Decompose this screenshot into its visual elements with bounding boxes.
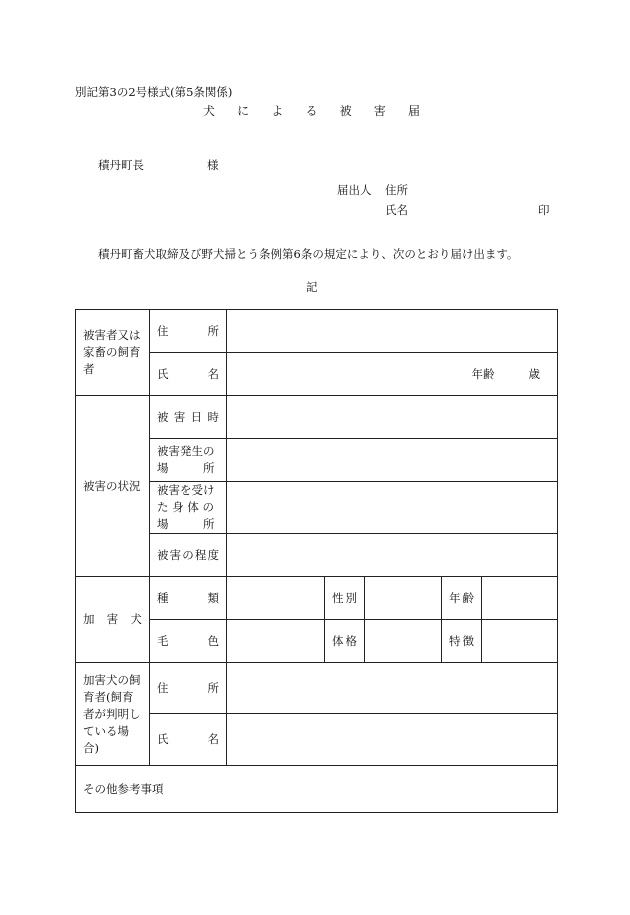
document-title (203, 102, 420, 119)
label-char: 所 (207, 323, 219, 338)
body-text: 積丹町畜犬取締及び野犬掃とう条例第6条の規定により、次のとおり届け出ます。 (98, 247, 519, 261)
damage-degree-field[interactable] (227, 534, 558, 577)
dog-kind-label (150, 577, 227, 620)
dog-kind-field[interactable] (227, 577, 325, 620)
dog-feature-field[interactable] (482, 620, 558, 663)
label-char: 度 (207, 547, 219, 562)
form-reference: 別記第3の2号様式(第5条関係) (75, 85, 233, 99)
dog-age-field[interactable] (482, 577, 558, 620)
dog-coat-field[interactable] (227, 620, 325, 663)
label-char: の (182, 547, 194, 562)
victim-name-label (150, 353, 227, 396)
damage-body-part-text: 被害を受けた 身 体 の場 所 (157, 483, 215, 531)
label-char: 住 (157, 323, 169, 338)
owner-address-label (150, 663, 227, 714)
label-char: 種 (157, 590, 169, 605)
submitter-name-label: 氏名 (385, 203, 408, 217)
owner-group-text: 加害犬の飼育者(飼育者が判明している場合) (83, 672, 141, 755)
damage-location-field[interactable] (227, 439, 558, 482)
victim-address-label (150, 310, 227, 353)
label-char: 日 (190, 409, 203, 424)
label-char: 年 (449, 590, 461, 605)
title-char: る (305, 104, 318, 118)
label-char: 被 (157, 409, 169, 424)
damage-group-text: 被害の状況 (83, 478, 141, 493)
addressee-label: 積丹町長 (98, 158, 144, 172)
label-char: 名 (207, 366, 219, 381)
dog-sex-field[interactable] (365, 577, 442, 620)
title-char: に (237, 104, 250, 118)
title-char: 被 (339, 104, 352, 118)
damage-location-label (150, 439, 227, 482)
dog-build-field[interactable] (365, 620, 442, 663)
victim-group-label (76, 310, 150, 396)
damage-degree-label (150, 534, 227, 577)
label-char: 性 (332, 590, 344, 605)
label-char: 害 (173, 409, 186, 424)
ki-heading: 記 (306, 280, 318, 294)
label-char: 被 (157, 547, 169, 562)
title-char: 届 (407, 104, 420, 118)
label-char: 害 (106, 612, 119, 626)
damage-body-part-field[interactable] (227, 482, 558, 534)
label-char: 色 (207, 633, 219, 648)
other-notes-field[interactable] (76, 766, 558, 813)
label-char: 氏 (157, 732, 169, 746)
submitter-label: 届出人 (337, 183, 372, 197)
title-char: よ (271, 104, 284, 118)
label-char: 体 (332, 633, 344, 648)
label-char: 住 (157, 680, 169, 695)
victim-name-field[interactable] (227, 353, 558, 396)
victim-group-text: 被害者又は家畜の飼育者 (83, 328, 141, 376)
label-char: 齢 (462, 590, 474, 605)
submitter-address-label: 住所 (385, 183, 408, 197)
seal-mark: 印 (538, 203, 550, 217)
dog-sex-label (325, 577, 365, 620)
label-char: 所 (207, 680, 219, 695)
title-char: 犬 (203, 104, 216, 118)
damage-location-text: 被害発生の場 所 (157, 444, 215, 475)
dog-age-label (442, 577, 482, 620)
other-notes-label: その他参考事項 (83, 781, 164, 796)
damage-date-field[interactable] (227, 396, 558, 439)
dog-coat-label (150, 620, 227, 663)
label-char: 別 (345, 590, 357, 605)
damage-report-table (75, 309, 558, 813)
owner-name-field[interactable] (227, 714, 558, 766)
label-char: 時 (207, 409, 219, 424)
label-char: 徴 (462, 633, 474, 648)
damage-body-part-label (150, 482, 227, 534)
label-char: 格 (345, 633, 357, 648)
label-char: 毛 (157, 633, 169, 648)
age-unit: 歳 (528, 366, 540, 381)
title-char: 害 (373, 104, 386, 118)
dog-feature-label (442, 620, 482, 663)
label-char: 害 (169, 547, 182, 562)
dog-build-label (325, 620, 365, 663)
label-char: 氏 (157, 366, 169, 381)
damage-date-label (150, 396, 227, 439)
dog-group-label (76, 577, 150, 663)
owner-name-label (150, 714, 227, 766)
addressee-honorific: 様 (207, 158, 219, 172)
victim-age-note (234, 366, 550, 383)
label-char: 特 (449, 633, 461, 648)
label-char: 犬 (130, 612, 142, 626)
label-char: 名 (207, 732, 219, 746)
label-char: 加 (83, 612, 95, 626)
label-char: 類 (207, 590, 219, 605)
owner-address-field[interactable] (227, 663, 558, 714)
owner-group-label (76, 663, 150, 766)
label-char: 程 (194, 547, 207, 562)
damage-group-label (76, 396, 150, 577)
age-label: 年齢 (471, 366, 495, 381)
victim-address-field[interactable] (227, 310, 558, 353)
